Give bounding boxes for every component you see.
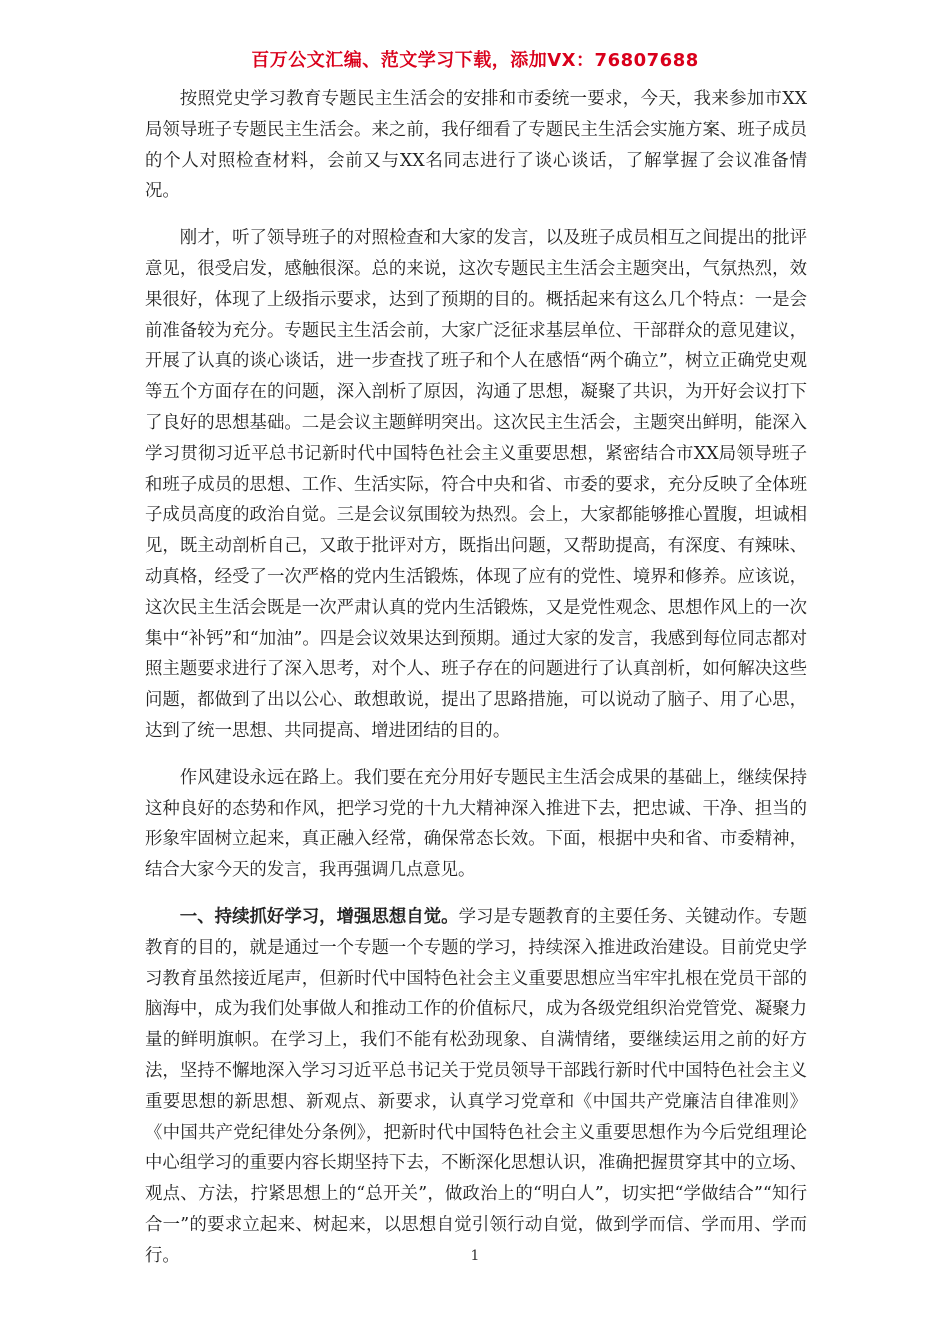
paragraph-text: 刚才，听了领导班子的对照检查和大家的发言，以及班子成员相互之间提出的批评意见，很受启发，感触很深。总的来说，这次专题民主生活会主题突出，气氛热烈，效果很好，体现了上级指示要求，达到了预期的目的。概括起来有这么几个特点：一是会前准备较为充分。专题民主生活会前，大家广泛征求基层单位、干部群众的意见建议，开展了认真的谈心谈话，进一步查找了班子和个人在感悟“两个确立”，树立正确党史观等五个方面存在的问题，深入剖析了原因，沟通了思想，凝聚了共识，为开好会议打下了良好的思想基础。二是会议主题鲜明突出。这次民主生活会，主题突出鲜明，能深入学习贯彻习近平总书记新时代中国特色社会主义重要思想，紧密结合市XX局领导班子和班子成员的思想、工作、生活实际，符合中央和省、市委的要求，充分反映了全体班子成员高度的政治自觉。三是会议氛围较为热烈。会上，大家都能够推心置腹，坦诚相见，既主动剖析自己，又敢于批评对方，既指出问题，又帮助提高，有深度、有辣味、动真格，经受了一次严格的党内生活锻炼，体现了应有的党性、境界和修养。应该说，这次民主生活会既是一次严肃认真的党内生活锻炼，又是党性观念、思想作风上的一次集中“补钙”和“加油”。四是会议效果达到预期。通过大家的发言，我感到每位同志都对照主题要求进行了深入思考，对个人、班子存在的问题进行了认真剖析，如何解决这些问题，都做到了出以公心、敢想敢说，提出了思路措施，可以说动了脑子、用了心思，达到了统一思想、共同提高、增进团结的目的。 (145, 228, 807, 741)
paragraph-intro (145, 84, 807, 207)
section-heading: 一、持续抓好学习，增强思想自觉。 (179, 906, 459, 927)
paragraph-point-one (145, 902, 807, 1272)
paragraph-summary (145, 223, 807, 747)
paragraph-text: 学习是专题教育的主要任务、关键动作。专题教育的目的，就是通过一个专题一个专题的学习，持续深入推进政治建设。目前党史学习教育虽然接近尾声，但新时代中国特色社会主义重要思想应当牢牢扎根在党员干部的脑海中，成为我们处事做人和推动工作的价值标尺，成为各级党组织治党管党、凝聚力量的鲜明旗帜。在学习上，我们不能有松劲现象、自满情绪，要继续运用之前的好方法，坚持不懈地深入学习习近平总书记关于党员领导干部践行新时代中国特色社会主义重要思想的新思想、新观点、新要求，认真学习党章和《中国共产党廉洁自律准则》《中国共产党纪律处分条例》，把新时代中国特色社会主义重要思想作为今后党组理论中心组学习的重要内容长期坚持下去，不断深化思想认识，准确把握贯穿其中的立场、观点、方法，拧紧思想上的“总开关”，做政治上的“明白人”，切实把“学做结合”“知行合一”的要求立起来、树起来，以思想自觉引领行动自觉，做到学而信、学而用、学而行。 (145, 906, 807, 1266)
paragraph-text: 按照党史学习教育专题民主生活会的安排和市委统一要求，今天，我来参加市XX局领导班子专题民主生活会。来之前，我仔细看了专题民主生活会实施方案、班子成员的个人对照检查材料，会前又与XX名同志进行了谈心谈话，了解掌握了会议准备情况。 (145, 89, 807, 202)
paragraph-text: 作风建设永远在路上。我们要在充分用好专题民主生活会成果的基础上，继续保持这种良好的态势和作风，把学习党的十九大精神深入推进下去，把忠诚、干净、担当的形象牢固树立起来，真正融入经常，确保常态长效。下面，根据中央和省、市委精神，结合大家今天的发言，我再强调几点意见。 (145, 767, 807, 881)
page-number: 1 (470, 1248, 480, 1264)
header-banner: 百万公文汇编、范文学习下载，添加VX：76807688 (251, 50, 699, 71)
paragraph-transition (145, 763, 807, 886)
document-body (145, 84, 807, 1287)
